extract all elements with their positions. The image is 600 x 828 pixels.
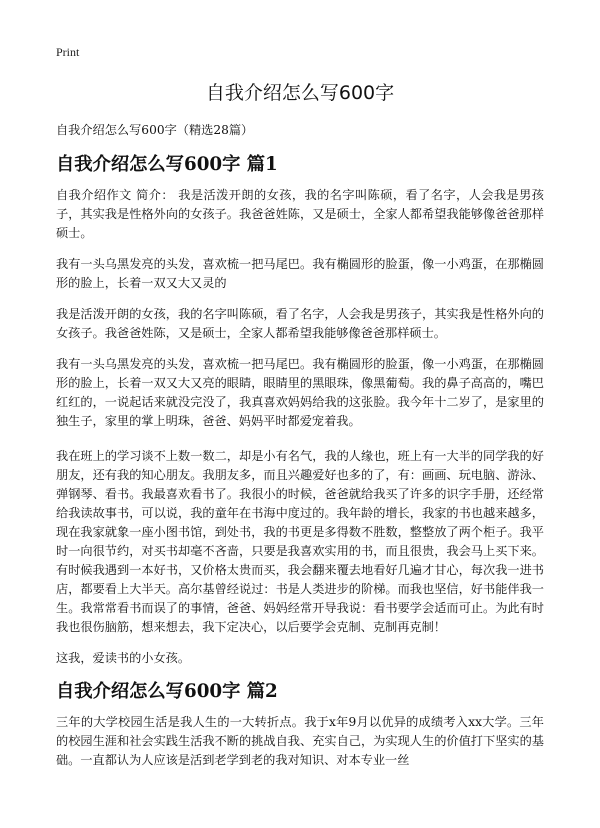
document-title: 自我介绍怎么写600字 — [205, 82, 395, 104]
section-1-paragraph: 我有一头乌黑发亮的头发，喜欢梳一把马尾巴。我有椭圆形的脸蛋，像一小鸡蛋，在那椭圆形的脸上，长着一双又大又灵的 — [56, 257, 544, 290]
document-subtitle: 自我介绍怎么写600字（精选28篇） — [56, 123, 254, 137]
section-1-paragraph: 自我介绍作文 简介： 我是活泼开朗的女孩，我的名字叫陈硕，看了名字，人会我是男孩子，其实我是性格外向的女孩子。我爸爸姓陈，又是硕士，全家人都希望我能够像爸爸那样硕士。 — [56, 188, 544, 240]
print-label[interactable]: Print — [56, 45, 80, 59]
section-2-paragraph: 三年的大学校园生活是我人生的一大转折点。我于x年9月以优异的成绩考入xx大学。三年的校园生涯和社会实践生活我不断的挑战自我、充实自己，为实现人生的价值打下坚实的基础。一直都认为人应该是活到老学到老的我对知识、对本专业一丝 — [56, 715, 544, 767]
section-1-paragraph: 我在班上的学习谈不上数一数二，却是小有名气，我的人缘也，班上有一大半的同学我的好朋友，还有我的知心朋友。我朋友多，而且兴趣爱好也多的了，有：画画、玩电脑、游泳、弹钢琴、看书。我最喜欢看书了。我很小的时候，爸爸就给我买了许多的识字手册，还经常给我读故事书，可以说，我的童年在书海中度过的。我年龄的增长，我家的书也越来越多，现在我家就象一座小图书馆，到处书，我的书更是多得数不胜数，整整放了两个柜子。我平时一向很节约，对买书却毫不吝啬，只要是我喜欢实用的书，而且很贵，我会马上买下来。有时候我遇到一本好书，又价格太贵而买，我会翻来覆去地看好几遍才甘心，每次我一进书店，都要看上大半天。高尔基曾经说过：书是人类进步的阶梯。而我也坚信，好书能伴我一生。我常常看书而误了的事情，爸爸、妈妈经常开导我说：看书要学会适而可止。为此有时我也很伤脑筋，想来想去，我下定决心，以后要学会克制、克制再克制！ — [56, 449, 544, 634]
section-1-paragraph: 我是活泼开朗的女孩，我的名字叫陈硕，看了名字，人会我是男孩子，其实我是性格外向的女孩子。我爸爸姓陈，又是硕士，全家人都希望我能够像爸爸那样硕士。 — [56, 307, 544, 340]
section-1-paragraph: 我有一头乌黑发亮的头发，喜欢梳一把马尾巴。我有椭圆形的脸蛋，像一小鸡蛋，在那椭圆形的脸上，长着一双又大又亮的眼睛，眼睛里的黑眼珠，像黑葡萄。我的鼻子高高的，嘴巴红红的，一说起话来就没完没了，我真喜欢妈妈给我的这张脸。我今年十二岁了，是家里的独生子，家里的掌上明珠，爸爸、妈妈平时都爱宠着我。 — [56, 357, 544, 428]
document-body — [56, 121, 544, 782]
section-1-paragraph: 这我，爱读书的小女孩。 — [56, 651, 191, 665]
section-heading-1: 自我介绍怎么写600字 篇1 — [56, 154, 278, 175]
section-heading-2: 自我介绍怎么写600字 篇2 — [56, 681, 278, 702]
